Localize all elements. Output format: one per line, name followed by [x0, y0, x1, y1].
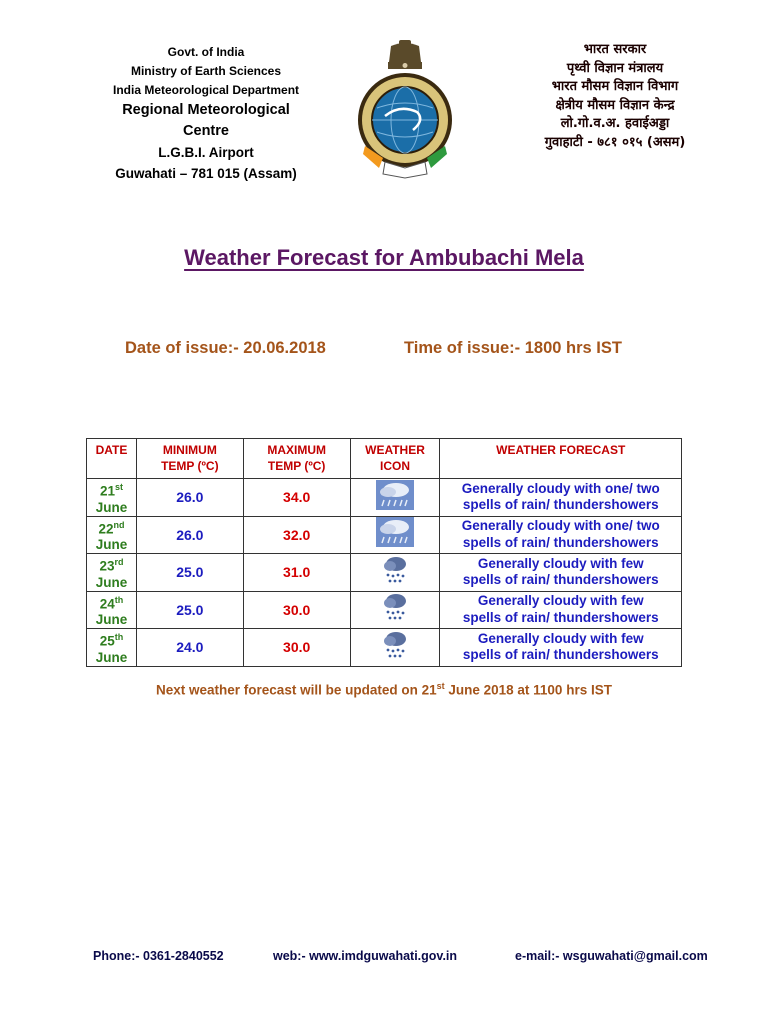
footer-phone: Phone:- 0361-2840552 — [93, 949, 224, 963]
lion-capital-icon — [388, 40, 422, 69]
row-max-temp: 32.0 — [243, 516, 350, 554]
col-header-max: MAXIMUM TEMP (ºC) — [243, 439, 350, 479]
department-line: India Meteorological Department — [112, 83, 300, 97]
hindi-department-line: भारत मौसम विज्ञान विभाग — [551, 79, 679, 94]
row-date: 24th June — [87, 591, 137, 629]
office-address-english — [88, 43, 324, 184]
centre-line-1: Regional Meteorological — [122, 102, 290, 118]
hindi-airport-line: लो.गो.व.अ. हवाईअड्डा — [560, 116, 670, 131]
row-weather-icon-cell — [350, 591, 440, 629]
col-header-forecast: WEATHER FORECAST — [440, 439, 682, 479]
table-row — [87, 629, 682, 667]
row-date: 25th June — [87, 629, 137, 667]
row-weather-icon-cell — [350, 554, 440, 592]
rain-cloud-icon — [382, 630, 408, 665]
city-line: Guwahati – 781 015 (Assam) — [115, 166, 297, 181]
table-row — [87, 479, 682, 517]
page-title-text: Weather Forecast for Ambubachi Mela — [184, 245, 584, 270]
ministry-line: Ministry of Earth Sciences — [130, 64, 282, 78]
row-date: 23rd June — [87, 554, 137, 592]
hindi-city-line: गुवाहाटी - ७८१ ०१५ (असम) — [544, 134, 686, 150]
table-row — [87, 516, 682, 554]
forecast-table — [86, 438, 682, 667]
table-row — [87, 591, 682, 629]
govt-line: Govt. of India — [167, 45, 245, 59]
airport-line: L.G.B.I. Airport — [158, 145, 254, 160]
table-row — [87, 554, 682, 592]
row-min-temp: 26.0 — [136, 516, 243, 554]
issue-time: Time of issue:- 1800 hrs IST — [404, 339, 622, 357]
row-date: 22nd June — [87, 516, 137, 554]
row-date: 21st June — [87, 479, 137, 517]
footer-email[interactable]: e-mail:- wsguwahati@gmail.com — [515, 949, 708, 963]
col-header-date: DATE — [87, 439, 137, 479]
next-update-note: Next weather forecast will be updated on 21st June 2018 at 1100 hrs IST — [156, 681, 612, 698]
thunderstorm-rain-icon — [376, 517, 414, 552]
row-weather-icon-cell — [350, 479, 440, 517]
rain-cloud-icon — [382, 592, 408, 627]
row-forecast: Generally cloudy with few spells of rain/ thundershowers — [440, 554, 682, 592]
row-min-temp: 25.0 — [136, 591, 243, 629]
row-forecast: Generally cloudy with one/ two spells of rain/ thundershowers — [440, 516, 682, 554]
col-header-min: MINIMUM TEMP (ºC) — [136, 439, 243, 479]
col-header-icon: WEATHER ICON — [350, 439, 440, 479]
centre-line-2: Centre — [183, 123, 229, 139]
hindi-govt-line: भारत सरकार — [583, 42, 647, 57]
office-address-hindi — [520, 41, 710, 152]
rain-cloud-icon — [382, 555, 408, 590]
hindi-centre-line: क्षेत्रीय मौसम विज्ञान केन्द्र — [555, 97, 675, 113]
issue-date: Date of issue:- 20.06.2018 — [125, 339, 326, 357]
row-min-temp: 24.0 — [136, 629, 243, 667]
row-forecast: Generally cloudy with few spells of rain/ thundershowers — [440, 591, 682, 629]
row-weather-icon-cell — [350, 516, 440, 554]
row-max-temp: 30.0 — [243, 629, 350, 667]
table-header-row — [87, 439, 682, 479]
thunderstorm-rain-icon — [376, 480, 414, 515]
imd-emblem-logo — [355, 38, 455, 184]
footer-web[interactable]: web:- www.imdguwahati.gov.in — [273, 949, 458, 963]
row-min-temp: 26.0 — [136, 479, 243, 517]
page-title — [0, 245, 768, 271]
row-min-temp: 25.0 — [136, 554, 243, 592]
hindi-ministry-line: पृथ्वी विज्ञान मंत्रालय — [566, 60, 664, 76]
row-max-temp: 34.0 — [243, 479, 350, 517]
row-max-temp: 31.0 — [243, 554, 350, 592]
row-forecast: Generally cloudy with one/ two spells of rain/ thundershowers — [440, 479, 682, 517]
row-forecast: Generally cloudy with few spells of rain/ thundershowers — [440, 629, 682, 667]
row-max-temp: 30.0 — [243, 591, 350, 629]
row-weather-icon-cell — [350, 629, 440, 667]
